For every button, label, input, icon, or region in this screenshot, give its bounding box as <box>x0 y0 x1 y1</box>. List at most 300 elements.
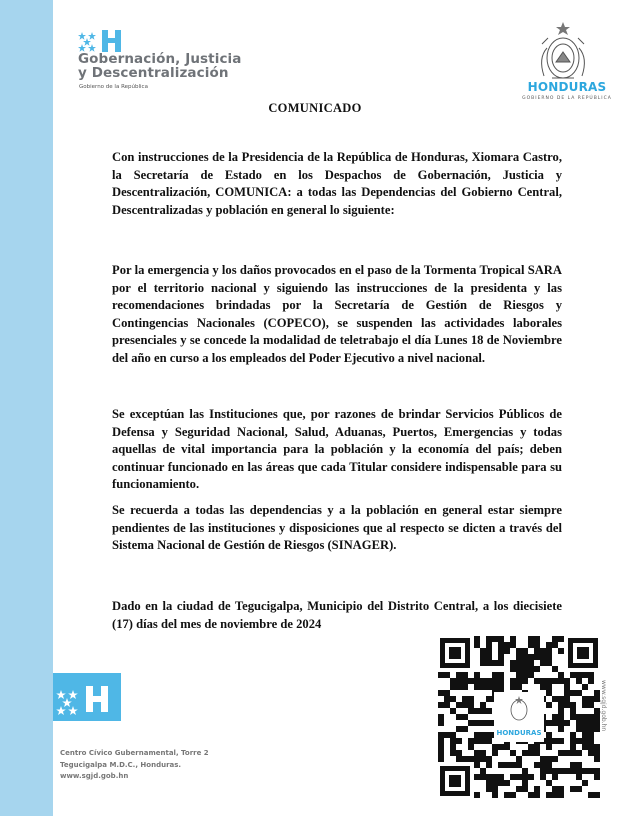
qr-module <box>576 690 582 696</box>
qr-module <box>462 684 468 690</box>
qr-module <box>468 678 474 684</box>
qr-module <box>546 648 552 654</box>
qr-module <box>516 660 522 666</box>
qr-module <box>546 756 552 762</box>
qr-module <box>570 690 576 696</box>
qr-module <box>450 708 456 714</box>
qr-module <box>534 636 540 642</box>
qr-module <box>504 744 510 750</box>
qr-module <box>450 738 456 744</box>
qr-module <box>534 750 540 756</box>
qr-module <box>558 768 564 774</box>
qr-module <box>450 678 456 684</box>
qr-module <box>438 702 444 708</box>
qr-module <box>588 672 594 678</box>
paragraph-intro: Con instrucciones de la Presidencia de la República de Honduras, Xiomara Castro, la Secretaría de Estado en los Despachos de Gobernación, Justicia y Descentralización, COMUNICA: a todas las Dependencias del Gobierno Central, Descentralizadas y población en general lo siguiente: <box>112 150 562 217</box>
qr-module <box>492 774 498 780</box>
qr-module <box>552 792 558 798</box>
qr-module <box>486 720 492 726</box>
qr-module <box>480 684 486 690</box>
qr-module <box>438 744 444 750</box>
ministry-name-line1: Gobernación, Justicia <box>78 51 242 67</box>
qr-module <box>450 696 456 702</box>
qr-module <box>582 702 588 708</box>
qr-module <box>474 762 480 768</box>
qr-module <box>546 762 552 768</box>
qr-module <box>510 642 516 648</box>
qr-module <box>588 678 594 684</box>
national-seal-icon <box>530 18 596 88</box>
qr-module <box>510 666 516 672</box>
qr-module <box>480 702 486 708</box>
qr-module <box>468 708 474 714</box>
qr-code-icon[interactable] <box>438 636 600 798</box>
qr-module <box>456 714 462 720</box>
qr-module <box>534 786 540 792</box>
qr-module <box>582 720 588 726</box>
qr-module <box>462 672 468 678</box>
qr-module <box>474 684 480 690</box>
qr-module <box>486 642 492 648</box>
qr-module <box>528 774 534 780</box>
qr-module <box>588 732 594 738</box>
qr-module <box>498 642 504 648</box>
qr-module <box>570 768 576 774</box>
qr-module <box>570 714 576 720</box>
qr-module <box>588 696 594 702</box>
ministry-subtitle: Gobierno de la República <box>79 84 148 90</box>
qr-module <box>552 774 558 780</box>
qr-module <box>510 678 516 684</box>
qr-module <box>516 648 522 654</box>
qr-module <box>474 720 480 726</box>
qr-module <box>510 792 516 798</box>
qr-module <box>594 756 600 762</box>
qr-module <box>474 636 480 642</box>
qr-module <box>456 684 462 690</box>
qr-module <box>552 642 558 648</box>
qr-module <box>444 696 450 702</box>
qr-module <box>450 744 456 750</box>
qr-module <box>516 678 522 684</box>
qr-module <box>462 696 468 702</box>
qr-module <box>594 744 600 750</box>
qr-module <box>570 786 576 792</box>
qr-module <box>588 792 594 798</box>
qr-module <box>594 768 600 774</box>
qr-module <box>510 774 516 780</box>
qr-module <box>582 672 588 678</box>
qr-module <box>492 786 498 792</box>
qr-module <box>504 648 510 654</box>
qr-module <box>576 768 582 774</box>
qr-module <box>456 726 462 732</box>
paragraph-reminder: Se recuerda a todas las dependencias y a la población en general estar siempre pendientes de las instituciones y disposiciones que al respecto se dicten a través del Sistema Nacional de Gestión de Riesgos (SINAGER). <box>112 503 562 553</box>
qr-module <box>438 750 444 756</box>
qr-module <box>546 690 552 696</box>
qr-module <box>594 774 600 780</box>
qr-module <box>588 714 594 720</box>
qr-module <box>594 792 600 798</box>
qr-module <box>534 648 540 654</box>
qr-module <box>558 714 564 720</box>
qr-module <box>552 738 558 744</box>
qr-module <box>576 720 582 726</box>
qr-module <box>492 684 498 690</box>
qr-module <box>510 762 516 768</box>
qr-module <box>474 792 480 798</box>
paragraph-date: Dado en la ciudad de Tegucigalpa, Municipio del Distrito Central, a los diecisiete (17) días del mes de noviembre de 2024 <box>112 599 562 631</box>
qr-module <box>564 678 570 684</box>
qr-module <box>480 756 486 762</box>
qr-module <box>582 726 588 732</box>
qr-module <box>558 720 564 726</box>
qr-module <box>474 642 480 648</box>
qr-module <box>558 672 564 678</box>
qr-module <box>486 648 492 654</box>
qr-module <box>570 708 576 714</box>
qr-module <box>480 678 486 684</box>
qr-module <box>456 678 462 684</box>
qr-module <box>486 678 492 684</box>
qr-module <box>558 750 564 756</box>
qr-module <box>438 756 444 762</box>
qr-module <box>498 762 504 768</box>
qr-module <box>540 678 546 684</box>
qr-module <box>534 762 540 768</box>
qr-module <box>486 738 492 744</box>
qr-module <box>492 660 498 666</box>
qr-module <box>582 732 588 738</box>
qr-module <box>486 786 492 792</box>
qr-module <box>474 750 480 756</box>
qr-module <box>456 750 462 756</box>
qr-module <box>438 672 444 678</box>
qr-module <box>570 702 576 708</box>
qr-module <box>504 792 510 798</box>
qr-module <box>480 654 486 660</box>
qr-module <box>486 660 492 666</box>
qr-module <box>474 738 480 744</box>
qr-module <box>528 654 534 660</box>
qr-module <box>462 678 468 684</box>
qr-module <box>564 750 570 756</box>
qr-module <box>546 702 552 708</box>
qr-module <box>540 762 546 768</box>
qr-module <box>540 648 546 654</box>
qr-module <box>468 756 474 762</box>
qr-module <box>558 696 564 702</box>
qr-module <box>534 678 540 684</box>
country-wordmark: HONDURAS <box>527 80 607 94</box>
qr-module <box>492 792 498 798</box>
qr-module <box>546 684 552 690</box>
qr-module <box>582 684 588 690</box>
qr-module <box>480 708 486 714</box>
qr-module <box>480 720 486 726</box>
qr-module <box>552 696 558 702</box>
qr-module <box>588 768 594 774</box>
qr-module <box>588 744 594 750</box>
qr-module <box>540 660 546 666</box>
qr-module <box>552 756 558 762</box>
qr-module <box>534 666 540 672</box>
qr-module <box>492 636 498 642</box>
qr-module <box>450 750 456 756</box>
qr-module <box>492 744 498 750</box>
qr-module <box>468 720 474 726</box>
qr-module <box>516 654 522 660</box>
qr-module <box>576 762 582 768</box>
qr-module <box>486 762 492 768</box>
qr-module <box>522 678 528 684</box>
qr-module <box>486 774 492 780</box>
qr-module <box>588 702 594 708</box>
qr-module <box>456 756 462 762</box>
qr-module <box>498 648 504 654</box>
qr-module <box>516 762 522 768</box>
qr-module <box>486 708 492 714</box>
qr-module <box>564 720 570 726</box>
qr-module <box>534 654 540 660</box>
qr-module <box>510 684 516 690</box>
qr-module <box>468 744 474 750</box>
qr-module <box>546 780 552 786</box>
qr-module <box>552 678 558 684</box>
qr-module <box>534 792 540 798</box>
qr-module <box>444 690 450 696</box>
qr-module <box>492 672 498 678</box>
qr-module <box>438 690 444 696</box>
qr-module <box>540 774 546 780</box>
document-title: COMUNICADO <box>268 101 362 115</box>
qr-module <box>570 672 576 678</box>
qr-module <box>546 678 552 684</box>
qr-module <box>522 750 528 756</box>
qr-module <box>534 744 540 750</box>
qr-side-url: www.sgjd.gob.hn <box>600 680 607 732</box>
qr-module <box>540 684 546 690</box>
qr-module <box>522 666 528 672</box>
qr-module <box>516 684 522 690</box>
qr-module <box>462 714 468 720</box>
qr-module <box>480 660 486 666</box>
qr-module <box>468 702 474 708</box>
qr-module <box>480 732 486 738</box>
qr-module <box>534 642 540 648</box>
qr-module <box>552 786 558 792</box>
qr-module <box>462 702 468 708</box>
qr-module <box>522 774 528 780</box>
qr-module <box>582 744 588 750</box>
qr-module <box>498 774 504 780</box>
qr-module <box>444 672 450 678</box>
qr-module <box>438 714 444 720</box>
qr-module <box>564 684 570 690</box>
qr-module <box>588 738 594 744</box>
qr-module <box>546 744 552 750</box>
qr-module <box>570 762 576 768</box>
qr-module <box>564 702 570 708</box>
qr-module <box>444 732 450 738</box>
qr-module <box>486 636 492 642</box>
qr-module <box>480 750 486 756</box>
footer-address <box>60 748 209 783</box>
qr-module <box>492 750 498 756</box>
qr-module <box>546 660 552 666</box>
qr-module <box>516 672 522 678</box>
address-line-1: Centro Cívico Gubernamental, Torre 2 <box>60 749 209 757</box>
qr-module <box>558 702 564 708</box>
qr-module <box>546 720 552 726</box>
qr-module <box>582 780 588 786</box>
qr-module <box>522 780 528 786</box>
qr-module <box>516 756 522 762</box>
qr-module <box>498 654 504 660</box>
qr-module <box>576 786 582 792</box>
qr-module <box>564 768 570 774</box>
qr-module <box>528 660 534 666</box>
qr-module <box>528 672 534 678</box>
qr-module <box>528 636 534 642</box>
qr-module <box>546 792 552 798</box>
qr-module <box>558 738 564 744</box>
qr-module <box>444 702 450 708</box>
qr-module <box>474 774 480 780</box>
qr-module <box>486 756 492 762</box>
qr-module <box>450 732 456 738</box>
qr-module <box>570 744 576 750</box>
qr-module <box>498 660 504 666</box>
stars-h-logo-icon <box>53 673 121 721</box>
qr-module <box>570 738 576 744</box>
website-link[interactable]: www.sgjd.gob.hn <box>60 772 129 780</box>
qr-module <box>582 714 588 720</box>
qr-module <box>498 684 504 690</box>
qr-module <box>546 732 552 738</box>
qr-module <box>462 726 468 732</box>
qr-label: HONDURAS <box>496 729 542 737</box>
qr-module <box>540 756 546 762</box>
qr-module <box>558 708 564 714</box>
qr-module <box>516 666 522 672</box>
qr-module <box>558 648 564 654</box>
qr-module <box>540 768 546 774</box>
qr-module <box>552 714 558 720</box>
qr-module <box>528 666 534 672</box>
qr-module <box>456 738 462 744</box>
qr-module <box>522 672 528 678</box>
qr-module <box>558 726 564 732</box>
qr-module <box>576 672 582 678</box>
qr-module <box>468 738 474 744</box>
qr-module <box>588 720 594 726</box>
qr-module <box>546 768 552 774</box>
qr-module <box>522 660 528 666</box>
qr-module <box>504 762 510 768</box>
qr-module <box>570 732 576 738</box>
qr-module <box>492 678 498 684</box>
qr-module <box>564 696 570 702</box>
qr-module <box>492 780 498 786</box>
qr-module <box>546 642 552 648</box>
address-line-2: Tegucigalpa M.D.C., Honduras. <box>60 760 182 769</box>
qr-module <box>510 636 516 642</box>
qr-module <box>588 750 594 756</box>
qr-module <box>522 654 528 660</box>
qr-module <box>582 768 588 774</box>
qr-module <box>558 792 564 798</box>
left-accent-stripe <box>0 0 53 816</box>
qr-module <box>576 726 582 732</box>
qr-module <box>498 744 504 750</box>
qr-module <box>516 786 522 792</box>
qr-module <box>546 654 552 660</box>
qr-module <box>486 696 492 702</box>
qr-module <box>552 720 558 726</box>
qr-module <box>498 636 504 642</box>
qr-module <box>510 750 516 756</box>
qr-module <box>510 660 516 666</box>
qr-module <box>552 768 558 774</box>
footer-h-logo <box>53 673 121 721</box>
paragraph-exceptions: Se exceptúan las Instituciones que, por razones de brindar Servicios Públicos de Defensa y Seguridad Nacional, Salud, Aduanas, Puertos, Emergencias y todas aquellas de vital importancia para la población y la economía del país; deben continuar funcionado en las áreas que cada Titular considere indispensable para su funcionamiento. <box>112 407 562 492</box>
stars-h-logo-icon <box>78 30 138 52</box>
ministry-name-line2: y Descentralización <box>78 65 229 81</box>
qr-module <box>576 774 582 780</box>
qr-module <box>486 654 492 660</box>
qr-module <box>546 738 552 744</box>
qr-module <box>576 750 582 756</box>
qr-module <box>558 786 564 792</box>
qr-module <box>438 732 444 738</box>
qr-module <box>456 702 462 708</box>
qr-module <box>480 738 486 744</box>
qr-module <box>486 780 492 786</box>
ministry-name <box>78 52 242 80</box>
qr-module <box>582 738 588 744</box>
qr-module <box>474 708 480 714</box>
qr-module <box>564 690 570 696</box>
qr-module <box>474 732 480 738</box>
qr-module <box>456 672 462 678</box>
qr-module <box>528 642 534 648</box>
qr-module <box>552 636 558 642</box>
qr-module <box>570 750 576 756</box>
qr-module <box>504 780 510 786</box>
qr-module <box>576 714 582 720</box>
qr-module <box>528 792 534 798</box>
qr-module <box>450 684 456 690</box>
qr-module <box>552 666 558 672</box>
qr-module <box>582 696 588 702</box>
qr-module <box>474 678 480 684</box>
qr-module <box>438 720 444 726</box>
qr-module <box>540 654 546 660</box>
qr-module <box>576 678 582 684</box>
qr-module <box>558 636 564 642</box>
qr-module <box>588 726 594 732</box>
qr-module <box>516 774 522 780</box>
country-subtitle: GOBIERNO DE LA REPÚBLICA <box>522 96 612 101</box>
qr-module <box>486 684 492 690</box>
qr-module <box>504 642 510 648</box>
paragraph-suspension: Por la emergencia y los daños provocados en el paso de la Tormenta Tropical SARA por el territorio nacional y siguiendo las instrucciones de la presidenta y las recomendaciones brindadas por la Secretaría de Gestión de Riesgos y Contingencias Nacionales (COPECO), se suspenden las actividades laborales presenciales y se concede la modalidad de teletrabajo el día Lunes 18 de Noviembre del año en curso a los empleados del Poder Ejecutivo a nivel nacional. <box>112 263 562 365</box>
qr-module <box>480 774 486 780</box>
qr-module <box>474 672 480 678</box>
qr-module <box>498 678 504 684</box>
qr-module <box>576 738 582 744</box>
